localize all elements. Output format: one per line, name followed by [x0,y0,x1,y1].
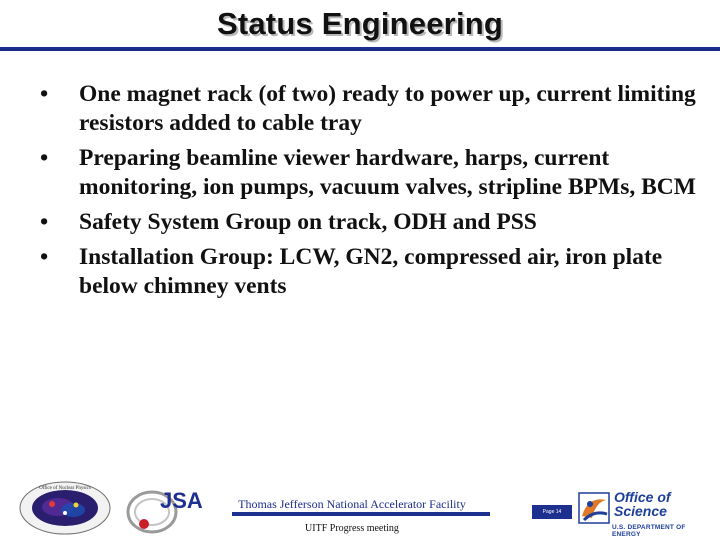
jsa-logo-icon [122,482,214,538]
page-number: Page 14 [532,505,572,519]
bullet-item [28,208,708,237]
office-of-science-text [614,490,706,518]
bullet-list [28,80,708,307]
nuclear-physics-seal-icon [18,480,112,536]
bullet-text: Safety System Group on track, ODH and PSS [79,209,537,235]
office-of-science-line2: Science [614,503,667,519]
bullet-marker: • [40,244,49,270]
office-of-science-logo-icon [578,492,610,524]
bullet-marker: • [40,145,49,171]
bullet-text: Installation Group: LCW, GN2, compressed air, iron plate below chimney vents [79,244,663,299]
office-of-science-line1: Office of [614,489,671,505]
doe-label: U.S. DEPARTMENT OF ENERGY [612,524,686,538]
jsa-logo-text: JSA [160,488,203,513]
title-rule [0,47,720,51]
bullet-marker: • [40,209,49,235]
nuclear-physics-seal-text: Office of Nuclear Physics [39,486,91,491]
bullet-text: Preparing beamline viewer hardware, harps, current monitoring, ion pumps, vacuum valves, stripline BPMs, BCM [79,145,696,200]
bullet-item [28,144,708,202]
bullet-item [28,243,708,301]
footer-center [222,497,482,535]
bullet-text: One magnet rack (of two) ready to power up, current limiting resistors added to cable tray [79,81,696,136]
footer-meeting-name: UITF Progress meeting [305,523,399,534]
slide-title: Status Engineering [216,6,504,41]
bullet-item [28,80,708,138]
bullet-marker: • [40,81,49,107]
footer-lab-name: Thomas Jefferson National Accelerator Facility [238,497,466,511]
